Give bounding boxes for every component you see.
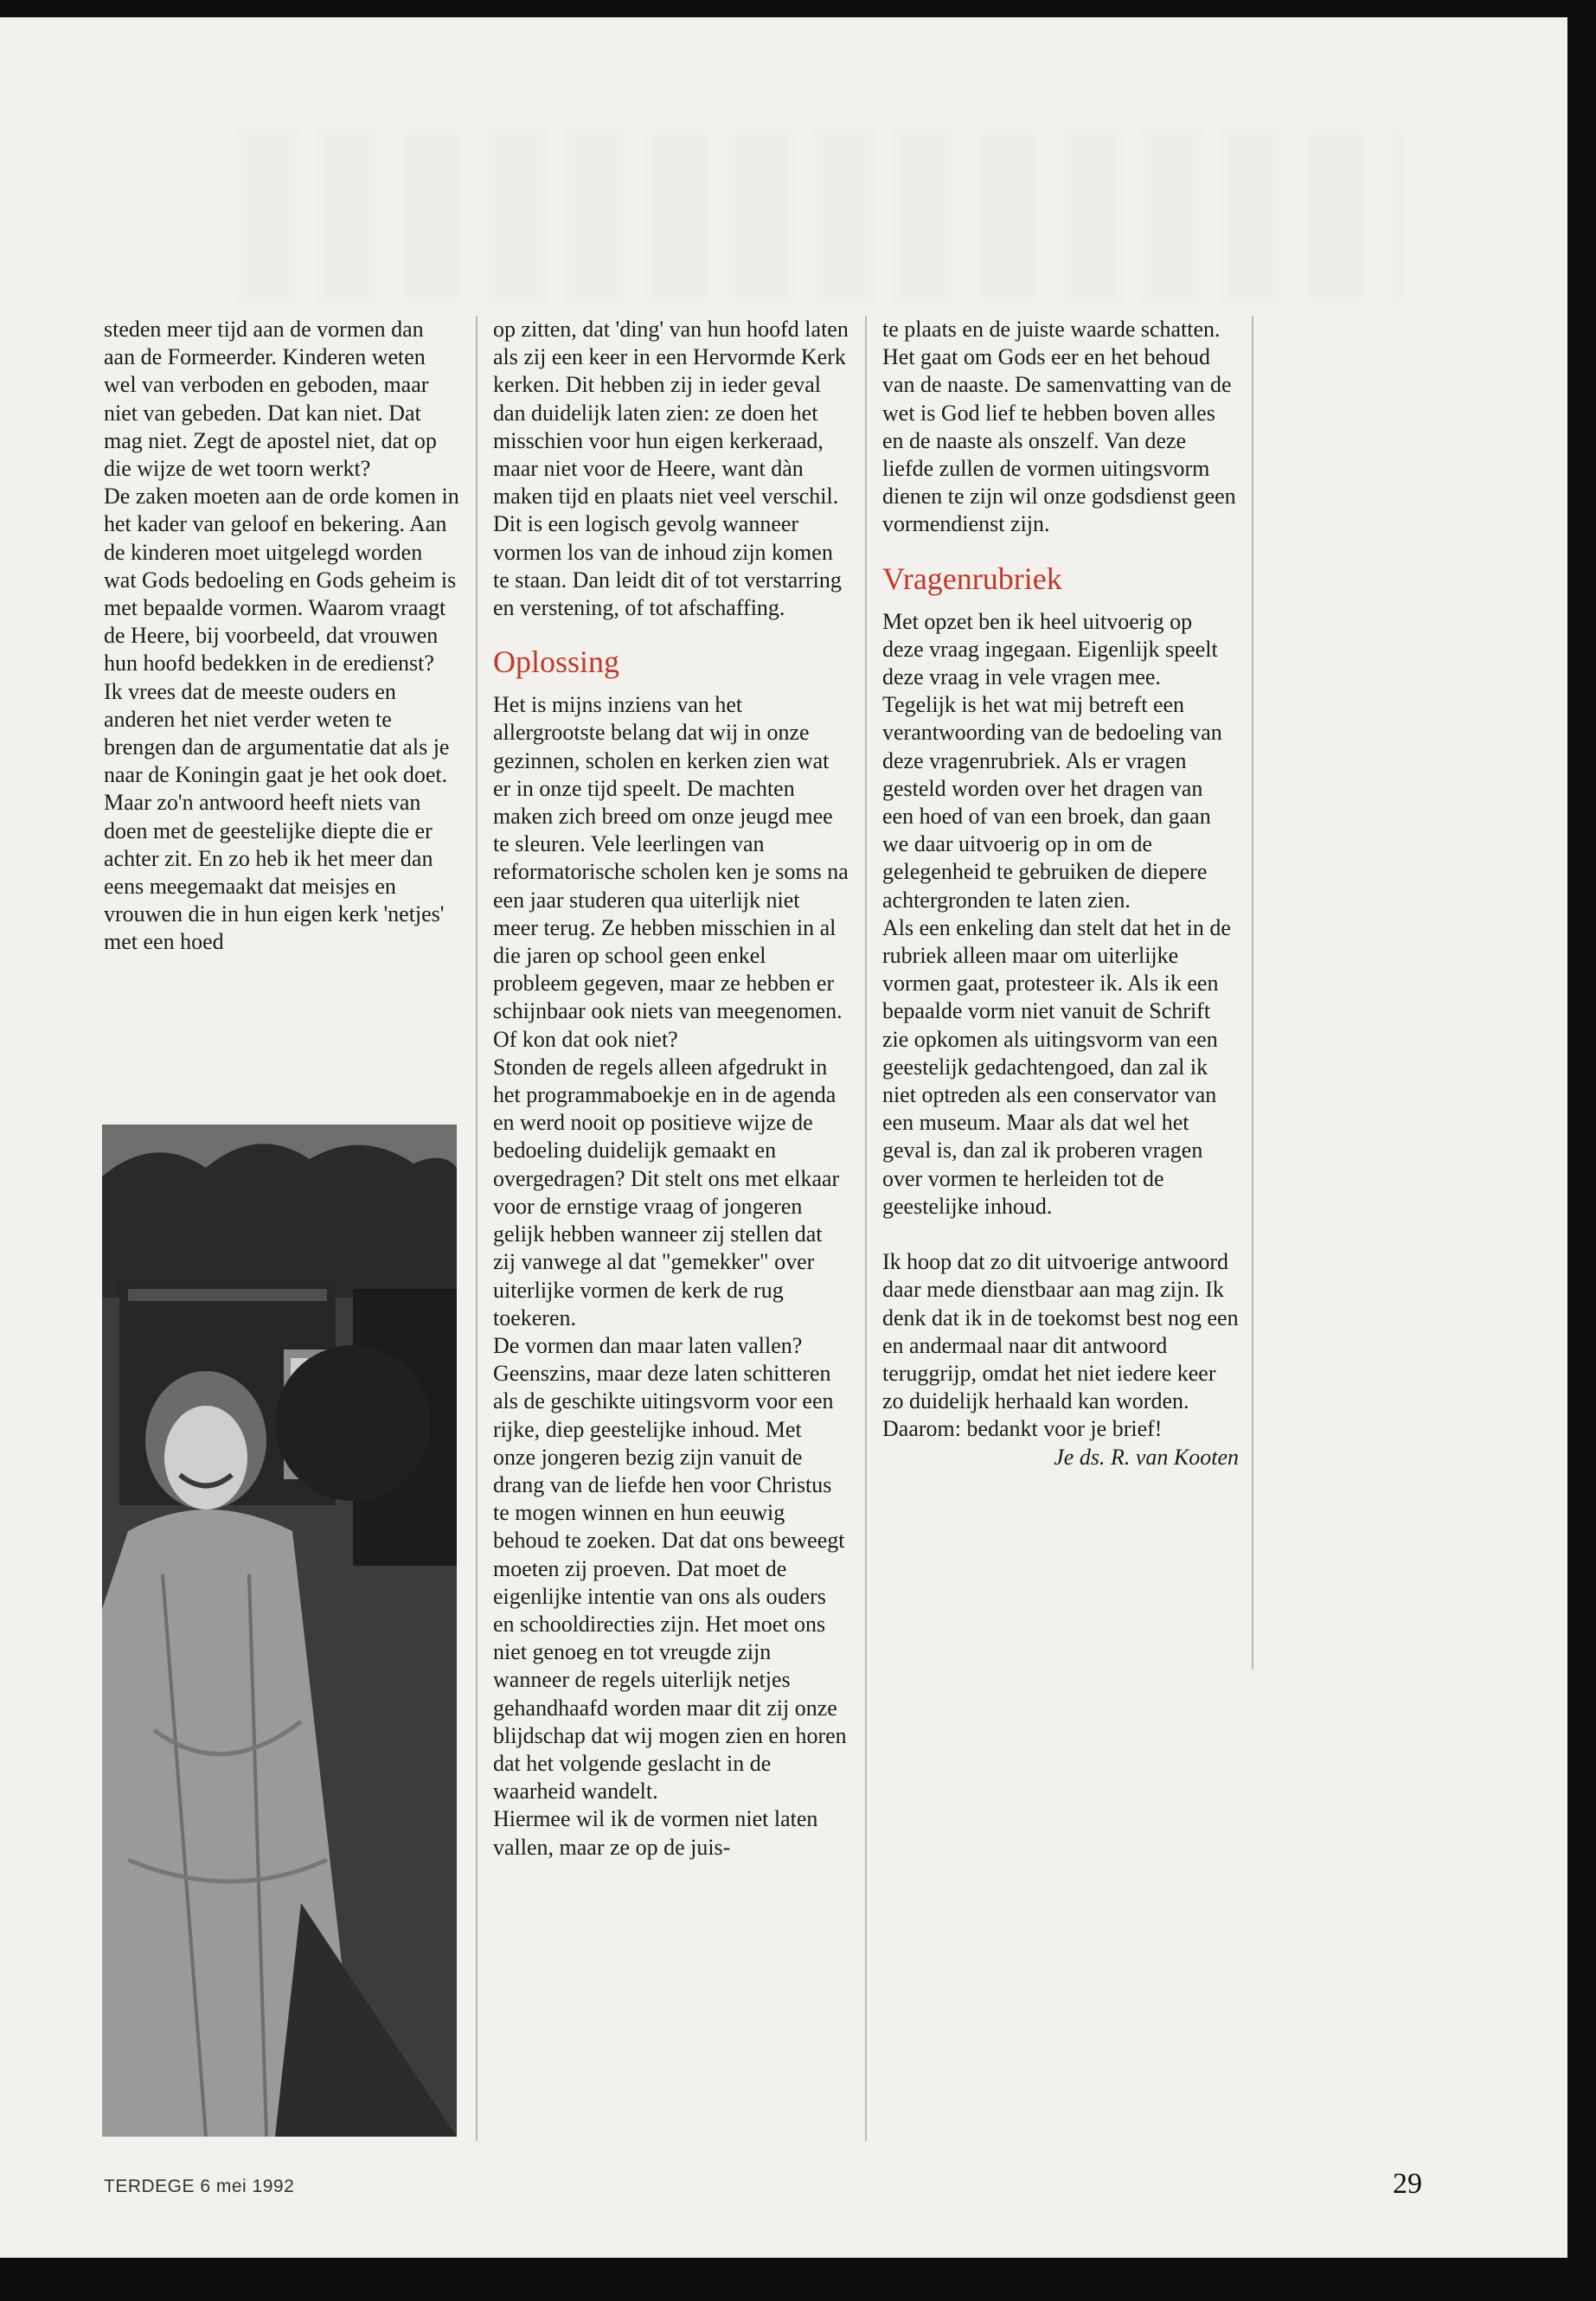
paragraph-spacer bbox=[882, 1221, 1239, 1248]
paragraph: te plaats en de juiste waarde schatten. Het gaat om Gods eer en het behoud van de naaste. De samenvatting van de wet is God lief te hebben boven alles en de naaste als onszelf. Van deze liefde zullen de vormen uitingsvorm dienen te zijn wil onze godsdienst geen vormendienst zijn. bbox=[882, 317, 1236, 537]
column-1 bbox=[104, 316, 460, 957]
paragraph: De zaken moeten aan de orde komen in het kader van geloof en bekering. Aan de kinderen moet uitgelegd worden wat Gods bedoeling en Gods geheim is met bepaalde vormen. Waarom vraagt de Heere, bij voorbeeld, dat vrouwen hun hoofd bedekken in de eredienst? bbox=[104, 484, 459, 676]
author-signature: Je ds. R. van Kooten bbox=[1054, 1444, 1239, 1470]
paragraph: Als een enkeling dan stelt dat het in de rubriek alleen maar om uiterlijke vormen gaat, protesteer ik. Als ik een bepaalde vorm niet vanuit de Schrift zie opkomen als uitingsvorm van een geestelijk gedachtengoed, dan zal ik niet optreden als een conservator van een museum. Maar als dat wel het geval is, dan zal ik proberen vragen over vormen te herleiden tot de geestelijke inhoud. bbox=[882, 914, 1231, 1219]
section-heading-vragenrubriek: Vragenrubriek bbox=[882, 561, 1062, 596]
paragraph: Ik vrees dat de meeste ouders en anderen het niet verder weten te brengen dan de argumentatie dat als je naar de Koningin gaat je het ook doet. Maar zo'n antwoord heeft niets van doen met de geestelijke diepte die er achter zit. En zo heb ik het meer dan eens meegemaakt dat meisjes en vrouwen die in hun eigen kerk 'netjes' met een hoed bbox=[104, 678, 450, 955]
column-divider bbox=[476, 316, 478, 2141]
paragraph: Hiermee wil ik de vormen niet laten vallen, maar ze op de juis- bbox=[493, 1806, 818, 1860]
magazine-page bbox=[0, 17, 1567, 2258]
paragraph: De vormen dan maar laten vallen? Geenszins, maar deze laten schitteren als de geschikte uitingsvorm voor een rijke, diep geestelijke inhoud. Met onze jongeren bezig zijn vanuit de drang van de liefde hen voor Christus te mogen winnen en hun eeuwig behoud te zoeken. Dat dat ons beweegt moeten zij proeven. Dat moet de eigenlijke intentie van ons als ouders en schooldirecties zijn. Het moet ons niet genoeg en tot vreugde zijn wanneer de regels uiterlijk netjes gehandhaafd worden maar dit zij onze blijdschap dat wij mogen zien en horen dat het volgende geslacht in de waarheid wandelt. bbox=[493, 1332, 847, 1804]
section-heading-oplossing: Oplossing bbox=[493, 644, 620, 680]
column-2 bbox=[493, 316, 849, 1862]
paragraph: steden meer tijd aan de vormen dan aan de Formeerder. Kinderen weten wel van verboden en geboden, maar niet van gebeden. Dat kan niet. Dat mag niet. Zegt de apostel niet, dat op die wijze de wet toorn werkt? bbox=[104, 317, 437, 482]
paragraph: Ik hoop dat zo dit uitvoerige antwoord daar mede dienstbaar aan mag zijn. Ik denk dat ik in de toekomst best nog een en andermaal naar dit antwoord teruggrijp, omdat het niet iedere keer zo duidelijk herhaald kan worden. bbox=[882, 1249, 1239, 1414]
page-number: 29 bbox=[1393, 2168, 1422, 2200]
show-through-heading bbox=[242, 130, 1401, 303]
paragraph: Met opzet ben ik heel uitvoerig op deze vraag ingegaan. Eigenlijk speelt deze vraag in vele vragen mee. Tegelijk is het wat mij betreft een verantwoording van de bedoeling van deze vragenrubriek. Als er vragen gesteld worden over het dragen van een hoed of van een broek, dan gaan we daar uitvoerig op in om de gelegenheid te gebruiken de diepere achtergronden te laten zien. bbox=[882, 608, 1222, 913]
paragraph: op zitten, dat 'ding' van hun hoofd laten als zij een keer in een Hervormde Kerk kerken. Dit hebben zij in ieder geval dan duidelijk laten zien: ze doen het misschien voor hun eigen kerkeraad, maar niet voor de Heere, want dàn maken tijd en plaats niet veel verschil. Dit is een logisch gevolg wanneer vormen los van de inhoud zijn komen te staan. Dan leidt dit of tot verstarring en verstening, of tot afschaffing. bbox=[493, 317, 849, 621]
column-divider bbox=[865, 316, 867, 2141]
paragraph: Daarom: bedankt voor je brief! bbox=[882, 1416, 1163, 1442]
paragraph: Het is mijns inziens van het allergrootste belang dat wij in onze gezinnen, scholen en kerken zien wat er in onze tijd speelt. De machten maken zich breed om onze jeugd mee te sleuren. Vele leerlingen van reformatorische scholen ken je soms na een jaar studeren qua uiterlijk niet meer terug. Ze hebben misschien in al die jaren op school geen enkel probleem gegeven, maar ze hebben er schijnbaar ook niets van meegenomen. Of kon dat ook niet? bbox=[493, 692, 849, 1052]
paragraph: Stonden de regels alleen afgedrukt in het programmaboekje en in de agenda en werd nooit op positieve wijze de bedoeling duidelijk gemaakt en overgedragen? Dit stelt ons met elkaar voor de ernstige vraag of jongeren gelijk hebben wanneer zij stellen dat zij vanwege al dat "gemekker" over uiterlijke vormen de kerk de rug toekeren. bbox=[493, 1054, 840, 1330]
column-divider bbox=[1252, 316, 1253, 1670]
photo-illustration bbox=[102, 1125, 457, 2137]
photo-girl-in-raincoat bbox=[102, 1125, 457, 2137]
column-3 bbox=[882, 316, 1239, 1471]
publication-footer: TERDEGE 6 mei 1992 bbox=[104, 2176, 295, 2196]
